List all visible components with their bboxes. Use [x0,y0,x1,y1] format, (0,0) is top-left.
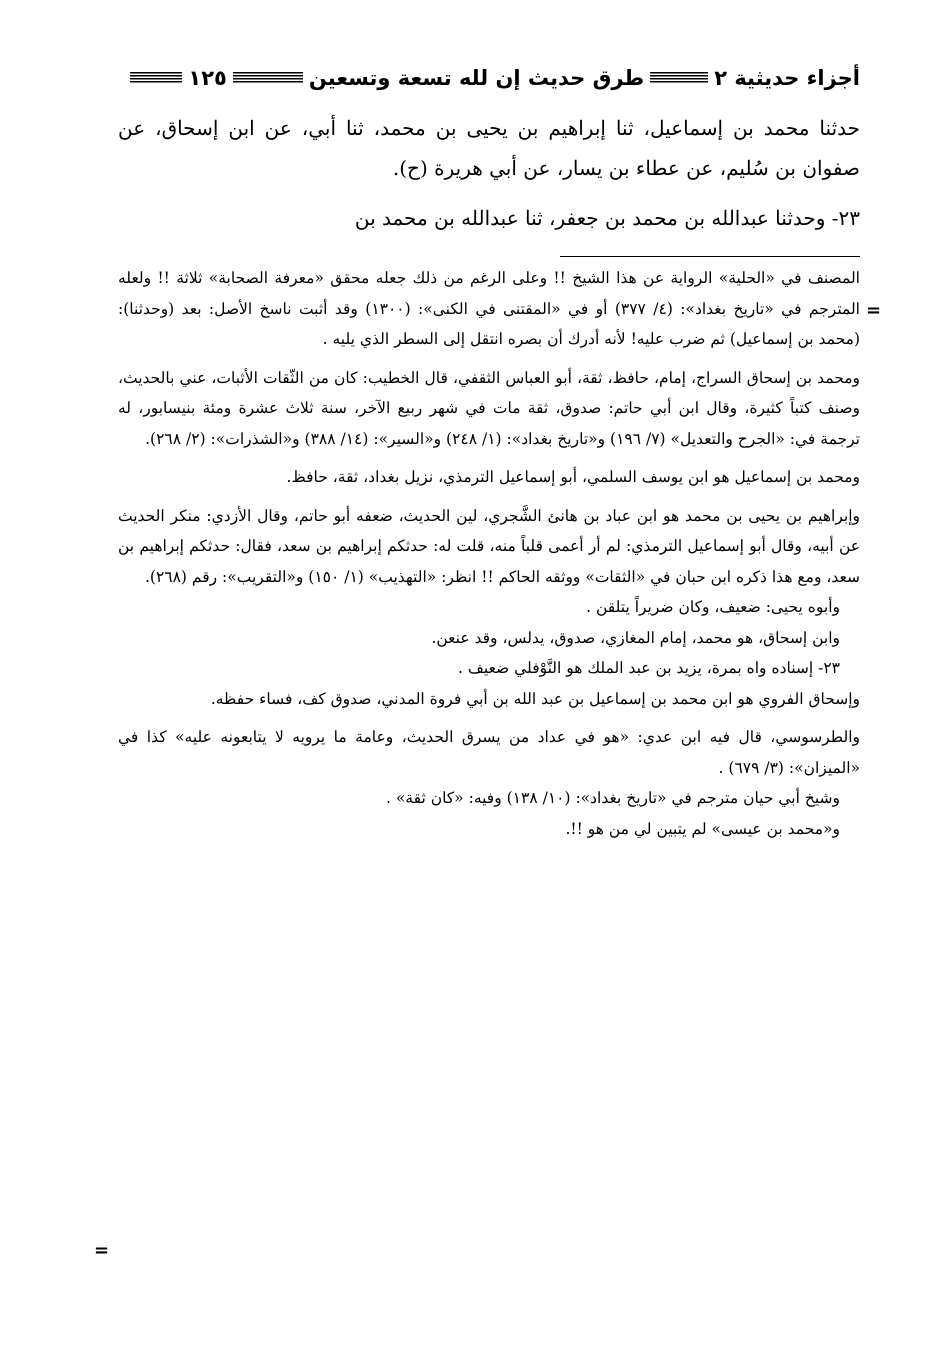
footnote-paragraph: ومحمد بن إسماعيل هو ابن يوسف السلمي، أبو إسماعيل الترمذي، نزيل بغداد، ثقة، حافظ. [286,468,860,486]
footnote-paragraph: والطرسوسي، قال فيه ابن عدي: «هو في عداد من يسرق الحديث، وعامة ما يرويه لا يتابعونه عليه» كذا في «الميزان»: (٣/ ٦٧٩) . [118,728,860,777]
footnote-paragraph: وإسحاق الفروي هو ابن محمد بن إسماعيل بن عبد الله بن أبي فروة المدني، صدوق كف، فساء حفظه. [210,689,860,708]
main-body-text [118,108,860,238]
book-page [118,58,860,844]
footnote-paragraph: المصنف في «الحلية» الرواية عن هذا الشيخ !! وعلى الرغم من ذلك جعله محقق «معرفة الصحابة» ثلاثة !! ولعله المترجم في «تاريخ بغداد»: (٤/ ٣٧٧) أو في «المقتنى في الكنى»: (١٣٠٠) وقد أثبت ناسخ الأصل: بعد (وحدثنا): (محمد بن إسماعيل) ثم ضرب عليه! لأنه أدرك أن بصره انتقل إلى السطر الذي يليه . [118,269,860,348]
page-number: ١٢٥ [188,66,227,90]
book-title: أجزاء حديثية ٢ [714,66,860,90]
footnote-paragraph: و«محمد بن عيسى» لم يتبين لي من هو !!. [565,819,840,838]
main-paragraph: ٢٣- وحدثنا عبدالله بن محمد بن جعفر، ثنا عبدالله بن محمد بن [354,206,860,230]
footnote-paragraph: ٢٣- إسناده واه بمرة، يزيد بن عبد الملك هو النَّوْفلي ضعيف . [458,659,840,677]
footnotes-section [118,263,860,844]
footnote-continuation-mark: = [866,300,882,321]
main-paragraph: حدثنا محمد بن إسماعيل، ثنا إبراهيم بن يحيى بن محمد، ثنا أبي، عن ابن إسحاق، عن صفوان بن سُليم، عن عطاء بن يسار، عن أبي هريرة (ح). [118,116,860,180]
footnote-continuation-mark: = [94,1240,110,1261]
header-ornament-bar [233,72,303,84]
header-ornament-bar [130,72,182,84]
header-ornament-bar [650,72,708,84]
footnote-separator [560,256,860,257]
section-title: طرق حديث إن لله تسعة وتسعين [308,66,645,90]
footnote-paragraph: وابن إسحاق، هو محمد، إمام المغازي، صدوق، يدلس، وقد عنعن. [431,628,840,647]
footnote-paragraph: وإبراهيم بن يحيى بن محمد هو ابن عباد بن هانئ الشَّجري، لين الحديث، ضعفه أبو حاتم، وقال الأزدي: منكر الحديث عن أبيه، وقال أبو إسماعيل الترمذي: لم أر أعمى قلباً منه، قلت له: حدثكم إبراهيم بن سعد، فقال: حدثكم إبراهيم بن سعد، ومع هذا ذكره ابن حبان في «الثقات» ووثقه الحاكم !! انظر: «التهذيب» (١/ ١٥٠) و«التقريب»: رقم (٢٦٨). [118,506,860,586]
footnote-paragraph: وشيخ أبي حيان مترجم في «تاريخ بغداد»: (١٠/ ١٣٨) وفيه: «كان ثقة» . [385,789,840,807]
running-header [118,58,860,98]
footnote-paragraph: وأبوه يحيى: ضعيف، وكان ضريراً يتلقن . [586,598,840,616]
footnote-paragraph: ومحمد بن إسحاق السراج، إمام، حافظ، ثقة، أبو العباس الثقفي، قال الخطيب: كان من الثّقات الأثبات، عني بالحديث، وصنف كتباً كثيرة، وقال ابن أبي حاتم: صدوق، ثقة مات في شهر ربيع الآخر، سنة ثلاث عشرة ومئة بنيسابور، له ترجمة في: «الجرح والتعديل» (٧/ ١٩٦) و«تاريخ بغداد»: (١/ ٢٤٨) و«السير»: (١٤/ ٣٨٨) و«الشذرات»: (٢/ ٢٦٨). [118,368,861,448]
